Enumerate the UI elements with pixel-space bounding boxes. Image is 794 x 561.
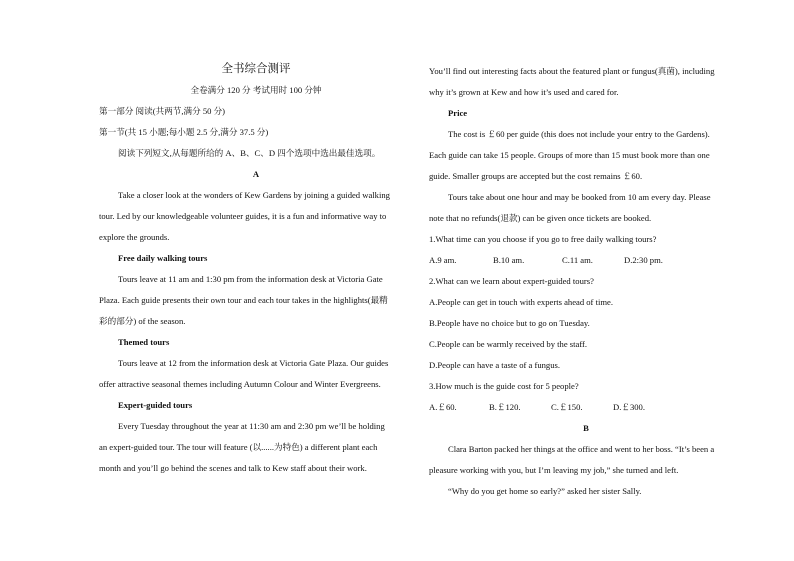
page-subtitle: 全卷满分 120 分 考试用时 100 分钟 — [190, 85, 322, 95]
intro-line: Take a closer look at the wonders of Kew Gardens by joining a guided walking — [118, 190, 390, 200]
question-option: A.9 am. — [429, 255, 457, 265]
question-option: D.People can have a taste of a fungus. — [429, 360, 561, 370]
price-line: Each guide can take 15 people. Groups of more than 15 must book more than one — [429, 150, 710, 160]
price-line: guide. Smaller groups are accepted but the cost remains ￡60. — [429, 171, 643, 181]
question-option: B.10 am. — [493, 255, 525, 265]
passage-b-line: Clara Barton packed her things at the office and went to her boss. “It’s been a — [448, 444, 715, 454]
passage-a-label: A — [252, 169, 260, 179]
question-option: D.￡300. — [613, 402, 645, 412]
free-tours-line: Plaza. Each guide presents their own tour and each tour takes in the highlights(最精 — [99, 295, 388, 305]
themed-tours-heading: Themed tours — [118, 337, 170, 347]
question-option: A.￡60. — [429, 402, 457, 412]
intro-line: explore the grounds. — [99, 232, 170, 242]
expert-tours-line: an expert-guided tour. The tour will feature (以......为特色) a different plant each — [99, 442, 378, 452]
question-stem: 2.What can we learn about expert-guided tours? — [429, 276, 594, 286]
part-heading: 第一部分 阅读(共两节,满分 50 分) — [99, 106, 226, 116]
passage-b-line: pleasure working with you, but I’m leaving my job,” she turned and left. — [429, 465, 679, 475]
free-tours-heading: Free daily walking tours — [118, 253, 208, 263]
themed-tours-line: Tours leave at 12 from the information desk at Victoria Gate Plaza. Our guides — [118, 358, 389, 368]
question-option: B.People have no choice but to go on Tuesday. — [429, 318, 590, 328]
question-stem: 3.How much is the guide cost for 5 people? — [429, 381, 579, 391]
passage-b-line: “Why do you get home so early?” asked her sister Sally. — [448, 486, 642, 496]
question-option: C.11 am. — [562, 255, 593, 265]
expert-tours-line: Every Tuesday throughout the year at 11:30 am and 2:30 pm we’ll be holding — [118, 421, 385, 431]
question-option: C.￡150. — [551, 402, 583, 412]
question-stem: 1.What time can you choose if you go to free daily walking tours? — [429, 234, 657, 244]
expert-tours-line: You’ll find out interesting facts about the featured plant or fungus(真菌), including — [429, 66, 715, 76]
free-tours-line: 彩的部分) of the season. — [99, 316, 186, 326]
question-option: D.2:30 pm. — [624, 255, 663, 265]
question-option: C.People can be warmly received by the staff. — [429, 339, 588, 349]
intro-line: tour. Led by our knowledgeable volunteer guides, it is a fun and informative way to — [99, 211, 387, 221]
expert-tours-line: month and you’ll go behind the scenes and talk to Kew staff about their work. — [99, 463, 367, 473]
themed-tours-line: offer attractive seasonal themes including Autumn Colour and Winter Evergreens. — [99, 379, 381, 389]
expert-tours-heading: Expert-guided tours — [118, 400, 193, 410]
page-title: 全书综合测评 — [221, 63, 291, 75]
instruction: 阅读下列短文,从每题所给的 A、B、C、D 四个选项中选出最佳选项。 — [118, 148, 381, 158]
price-line: note that no refunds(退款) can be given once tickets are booked. — [429, 213, 652, 223]
price-line: The cost is ￡60 per guide (this does not include your entry to the Gardens). — [448, 129, 710, 139]
price-heading: Price — [448, 108, 468, 118]
passage-b-label: B — [583, 423, 589, 433]
question-option: B.￡120. — [489, 402, 521, 412]
free-tours-line: Tours leave at 11 am and 1:30 pm from the information desk at Victoria Gate — [118, 274, 383, 284]
question-option: A.People can get in touch with experts ahead of time. — [429, 297, 613, 307]
section-heading: 第一节(共 15 小题;每小题 2.5 分,满分 37.5 分) — [99, 127, 269, 137]
price-line: Tours take about one hour and may be booked from 10 am every day. Please — [448, 192, 711, 202]
expert-tours-line: why it’s grown at Kew and how it’s used and cared for. — [429, 87, 619, 97]
